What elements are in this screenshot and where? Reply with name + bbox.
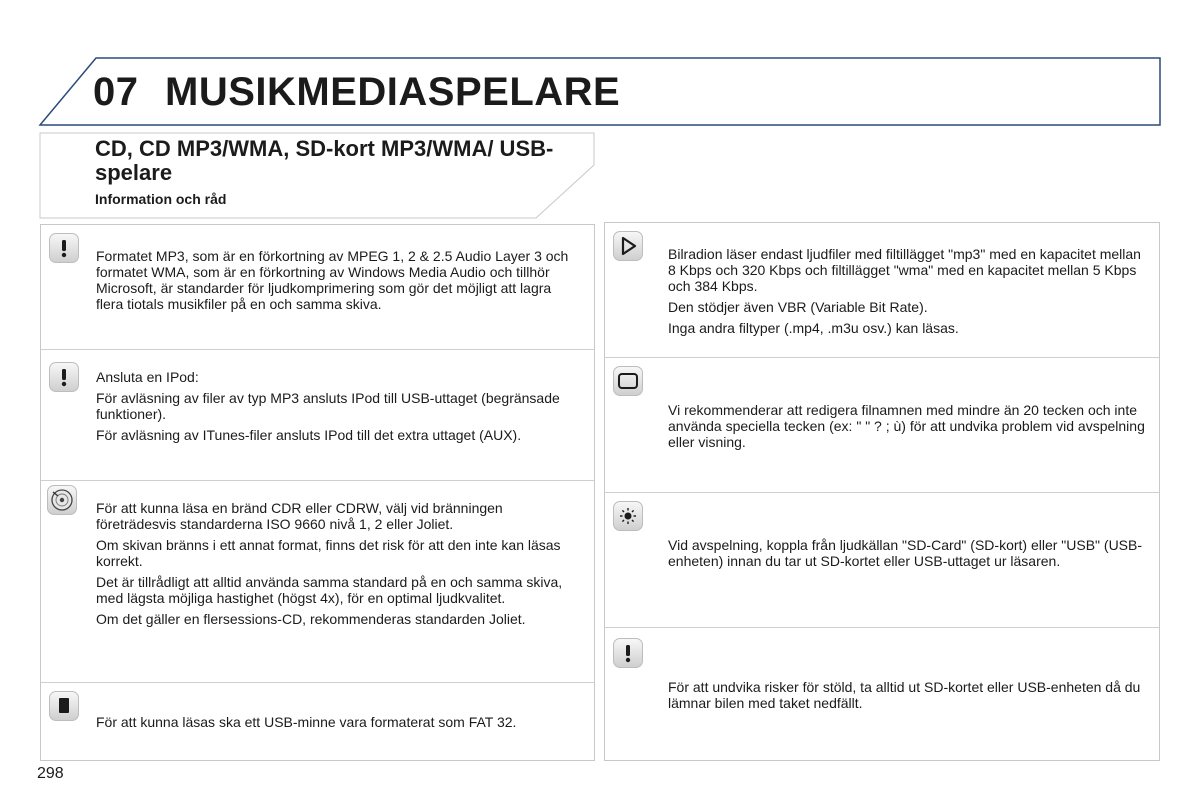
note-paragraph: Om skivan bränns i ett annat format, finns det risk för att den inte kan läsas korrekt. (96, 537, 561, 569)
note-paragraph: Inga andra filtyper (.mp4, .m3u osv.) kan läsas. (668, 320, 959, 336)
note-ipod (41, 349, 594, 480)
note-paragraph: För att kunna läsas ska ett USB-minne vara formaterat som FAT 32. (96, 714, 517, 730)
note-paragraph: Det är tillrådligt att alltid använda samma standard på en och samma skiva, med lägsta möjliga hastighet (högst 4x), för en optimal ljudkvalitet. (96, 574, 563, 606)
note-usb-format (41, 682, 594, 760)
left-notes-panel (40, 224, 595, 761)
note-text (96, 500, 582, 632)
exclamation-icon (613, 638, 643, 668)
note-theft-risk (605, 627, 1159, 760)
note-file-types (605, 223, 1159, 357)
note-text (668, 402, 1147, 455)
note-paragraph: För avläsning av filer av typ MP3 ansluts IPod till USB-uttaget (begränsade funktioner). (96, 390, 560, 422)
note-paragraph: Vi rekommenderar att redigera filnamnen med mindre än 20 tecken och inte använda speciella tecken (ex: " " ? ; ù) för att undvika problem vid avspelning eller visning. (668, 402, 1145, 450)
screen-icon (613, 366, 643, 396)
section-subheading: Information och råd (95, 191, 227, 207)
note-filenames (605, 357, 1159, 492)
exclamation-icon (49, 233, 79, 263)
note-text (668, 246, 1147, 341)
note-paragraph: Den stödjer även VBR (Variable Bit Rate). (668, 299, 928, 315)
note-paragraph: För att undvika risker för stöld, ta alltid ut SD-kortet eller USB-enheten då du lämnar bilen med taket nedfällt. (668, 679, 1141, 711)
note-paragraph: För att kunna läsa en bränd CDR eller CDRW, välj vid bränningen företrädesvis standarderna ISO 9660 nivå 1, 2 eller Joliet. (96, 500, 503, 532)
note-text (668, 537, 1147, 574)
note-text (668, 679, 1147, 716)
disc-icon (47, 485, 77, 515)
chapter-number: 07 (93, 70, 139, 114)
play-icon (613, 231, 643, 261)
usb-stick-icon (49, 691, 79, 721)
note-burned-cd (41, 480, 594, 682)
note-paragraph: Formatet MP3, som är en förkortning av MPEG 1, 2 & 2.5 Audio Layer 3 och formatet WMA, som är en förkortning av Windows Media Audio och tillhör Microsoft, är standarder för ljudkomprimering som gör det möjligt att lagra flera tiotals musikfiler på en och samma skiva. (96, 248, 569, 312)
note-text (96, 248, 582, 317)
note-paragraph: Om det gäller en flersessions-CD, rekommenderas standarden Joliet. (96, 611, 526, 627)
note-text (96, 714, 582, 735)
note-paragraph: Ansluta en IPod: (96, 369, 199, 385)
note-disconnect-source (605, 492, 1159, 627)
section-heading: CD, CD MP3/WMA, SD-kort MP3/WMA/ USB-spelare (95, 136, 554, 185)
note-paragraph: Bilradion läser endast ljudfiler med filtillägget "mp3" med en kapacitet mellan 8 Kbps och 320 Kbps och filtillägget "wma" med en kapacitet mellan 5 Kbps och 384 Kbps. (668, 246, 1141, 294)
page-number: 298 (37, 765, 64, 782)
chapter-title: MUSIKMEDIASPELARE (165, 70, 621, 114)
note-paragraph: Vid avspelning, koppla från ljudkällan "SD-Card" (SD-kort) eller "USB" (USB-enheten) innan du tar ut SD-kortet eller USB-uttaget ur läsaren. (668, 537, 1143, 569)
note-paragraph: För avläsning av ITunes-filer ansluts IPod till det extra uttaget (AUX). (96, 427, 522, 443)
note-mp3-wma-format (41, 225, 594, 349)
note-text (96, 369, 582, 448)
light-icon (613, 501, 643, 531)
exclamation-icon (49, 362, 79, 392)
right-notes-panel (604, 222, 1160, 761)
